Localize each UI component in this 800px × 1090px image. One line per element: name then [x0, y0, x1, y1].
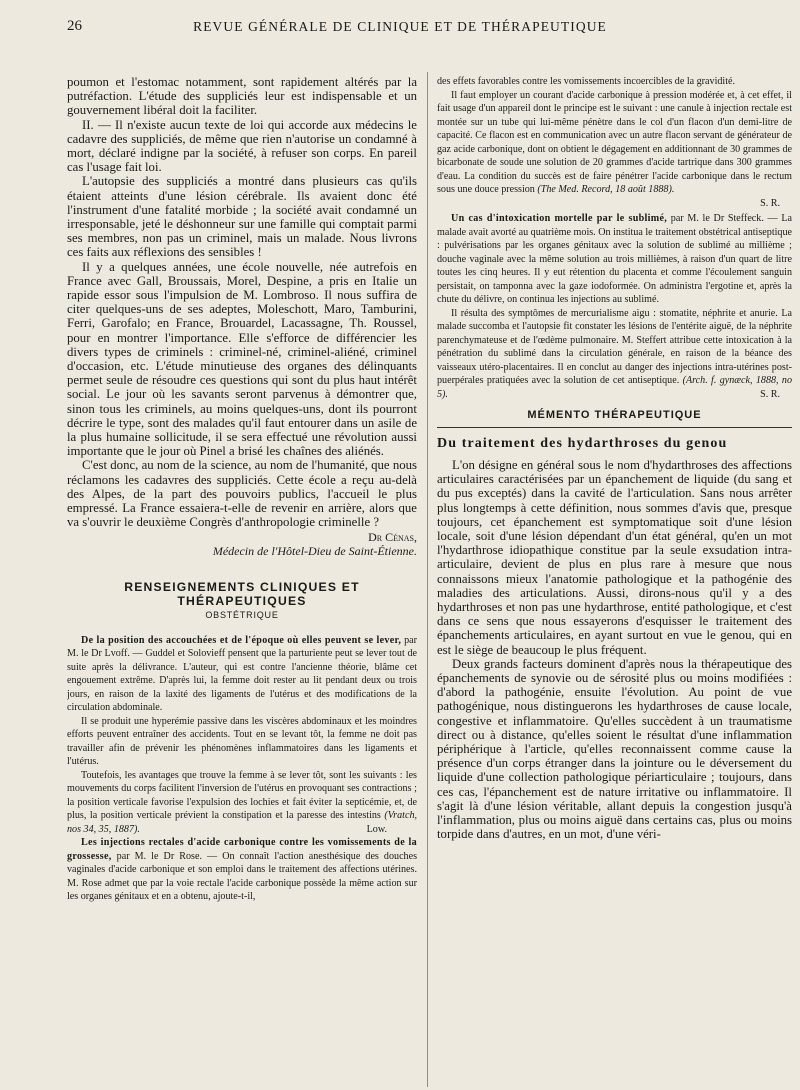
article-text: On connaît l'action anesthésique des douches vaginales d'acide carbonique et son emploi dans le traitement des affections utérines. M. Rose admet que par la voie rectale l'acide carbonique possède la même action sur les organes génitaux et en a obtenu, ajoute-t-il, [67, 850, 417, 902]
cenas-article [67, 75, 417, 558]
author-affiliation: Médecin de l'Hôtel-Dieu de Saint-Étienne. [212, 543, 417, 558]
article-text: La malade avait avorté au quatrième mois. On institua le traitement obstétrical antiseptique : pulvérisations par les organes génitaux avec la solution de sublimé au millième ; douche vaginale avec la même solution au trois millièmes, à raison d'un quart de litre toutes les cinq heures. Il y eut rétention du placenta et comme l'écoulement sanguin persistait, on tamponna avec la gaze iodoformée. On administra l'ergotine et, après la chute du délivre, on continua les injections au sublimé. [437, 213, 792, 305]
memento-heading: MÉMENTO THÉRAPEUTIQUE [527, 409, 702, 421]
reference: (Vratch, nos 34, 35, 1887). [67, 810, 417, 835]
reference: (The Med. Record, 18 août 1888). [537, 184, 675, 195]
position-article [67, 634, 417, 904]
article-intro [437, 212, 792, 307]
running-header [0, 18, 800, 40]
paragraph [437, 89, 792, 197]
paragraph: Deux grands facteurs dominent d'après nous la thérapeutique des épanchements de synovie ou de sérosité plus ou moins modifiées : d'abord la pathogénie, ensuite l'évolution. Au point de vue pathogénique, nous distinguerons les hydarthroses de cause locale, congestive et inflammatoire. Qu'elles succèdent à un traumatisme direct ou à distance, qu'elles soient le résultat d'une inflammation périphérique à l'article, qu'elles reconnaissent comme cause la présence d'un corps étranger dans la jointure ou le déversement du liquide d'une collection pathologique périarticulaire ; toujours, dans ces cas, l'épanchement est de nature irritative ou inflammatoire. Il s'agit là d'une lésion véritable, allant depuis la congestion jusqu'à l'inflammation, plus ou moins aiguë dans certains cas, plus ou moins torpide dans d'autres, en un mot, d'une véri- [437, 656, 792, 842]
article-title: De la position des accouchées et de l'époque où elles peuvent se lever, [81, 634, 402, 646]
right-column [437, 75, 792, 1085]
article-byline: par M. le Dr Steffeck. — [667, 213, 782, 224]
section-subtitle: OBSTÉTRIQUE [205, 609, 279, 620]
rose-article-continued [437, 75, 792, 401]
article-text: Il faut employer un courant d'acide carbonique à pression modérée et, à cet effet, il fait usage d'un appareil dont le principe est le suivant : une canule à injection rectale est montée sur un tube qui lui-même pénètre dans le col d'un flacon d'un demi-litre de capacité. Ce flacon est en communication avec un autre flacon servant de générateur de gaz acide carbonique, dont on obtient le dégagement en additionnant de 30 grammes de bicarbonate de soude une solution de 20 grammes d'acide tartrique dans 300 grammes d'eau. La condition du succès est de faire pénétrer l'acide carbonique dans le rectum sous une douce pression [437, 89, 792, 195]
column-divider [427, 72, 428, 1087]
paragraph: II. — Il n'existe aucun texte de loi qui accorde aux médecins le cadavre des suppliciés, de même que rien n'autorise un condamné à mort, déclaré indigne par la société, à refuser son corps. En pareil cas l'usage fait loi. [67, 117, 417, 175]
running-title: REVUE GÉNÉRALE DE CLINIQUE ET DE THÉRAPEUTIQUE [193, 19, 607, 34]
paragraph: C'est donc, au nom de la science, au nom de l'humanité, que nous réclamons les cadavres des suppliciés. Cette école a reçu au-delà des Alpes, de la part des pouvoirs publics, l'accueil le plus empressé. La France essaiera-t-elle de revenir en arrière, alors que va s'ouvrir le deuxième Congrès d'anthropologie criminelle ? [67, 458, 417, 530]
paragraph: Il se produit une hyperémie passive dans les viscères abdominaux et les moindres efforts peuvent entraîner des accidents. Tout en se levant tôt, la femme ne doit pas travailler afin de prévenir les phénomènes inflammatoires dans les ligaments et l'utérus. [67, 715, 417, 767]
author-initials: Low. [366, 823, 387, 835]
article-byline: par M. le Dr Lvoff. — [67, 634, 417, 659]
reference: (Arch. f. gynæck, 1888, no 5). [437, 375, 792, 400]
article-title: Un cas d'intoxication mortelle par le sublimé, [451, 213, 668, 224]
author-signature [67, 530, 417, 544]
page-number: 26 [67, 18, 82, 34]
paragraph [437, 307, 792, 402]
article-byline: par M. le Dr Rose. — [111, 850, 223, 862]
paragraph: des effets favorables contre les vomissements incoercibles de la gravidité. [437, 76, 736, 87]
paragraph: L'autopsie des suppliciés a montré dans plusieurs cas qu'ils étaient atteints d'une lésion cérébrale. Ils avaient donc été l'instrument d'une fatalité morbide ; la société avait condamné un irresponsable, jeté le déshonneur sur une famille qui comptait parmi ses membres, non pas un criminel, mais un malade. Nous livrons ces faits aux réflexions des sensibles ! [67, 174, 417, 260]
paragraph: L'on désigne en général sous le nom d'hydarthroses des affections articulaires caractérisées par un épanchement de liquide (du sang et du pus exceptés) dans la cavité de l'articulation. Sans nous arrêter plus longtemps à cette définition, nous sommes d'avis que, presque toujours, cet épanchement est symptomatique soit d'une lésion locale, soit d'une lésion dépendant d'un état général, qu'en un mot l'hydarthrose idiopathique constitue par la seule exsudation intra-articulaire, devient de plus en plus rare à mesure que nous connaissons mieux l'anatomie pathologique et la pathogénie des maladies des articulations. Aussi, dirons-nous qu'il y a des hydarthroses et non pas une hydarthrose, entité pathologique, et c'est dans ce sens que nous essayerons d'esquisser le traitement des épanchements articulaires, en ayant surtout en vue le genou, qui en est le siège de beaucoup le plus fréquent. [437, 458, 792, 657]
paragraph [67, 769, 417, 837]
author-initials: S. R. [760, 388, 780, 400]
left-column [67, 75, 417, 1085]
hydarthroses-article [437, 458, 792, 841]
paragraph: poumon et l'estomac notamment, sont rapidement altérés par la putréfaction. L'étude des suppliciés leur est indispensable et un gouvernement libéral doit la faciliter. [67, 75, 417, 118]
author-initials: S. R. [760, 197, 780, 209]
memento-rule [437, 427, 792, 428]
paragraph: Il y a quelques années, une école nouvelle, née autrefois en France avec Gall, Broussais, Morel, Despine, a pris en Italie un rapide essor sous l'impulsion de M. Lombroso. Il nous suffira de citer quelques-uns de ses adeptes, Moleschott, Maro, Tamburini, Ferri, Garofalo; en France, Brouardel, Lacassagne, Th. Roussel, pour en montrer l'importance. Elle s'efforce de différencier les divers types de criminels : criminel-né, criminel-aliéné, criminel d'occasion, etc. L'étude minutieuse des organes des délinquants permet seule de résoudre ces questions qui sont du plus haut intérêt social. Le jour où les savants seront parvenus à démontrer que, sinon tous les criminels, au moins quelques-uns, dont ils pourront décrire le type, sont des malades qu'il faut entourer dans un asile de la plus humaine sollicitude, il se sera effectué une révolution aussi importante que le jour où Pinel a brisé les chaînes des aliénés. [67, 259, 417, 459]
article-text: Toutefois, les avantages que trouve la femme à se lever tôt, sont les suivants : les mouvements du corps facilitent l'inversion de l'utérus en provoquant ses contractions ; la position verticale favorise l'expulsion des lochies et fait éviter la septicémie, et, de plus, la position verticale prévient la constipation et la paresse des intestins [67, 769, 417, 821]
article-text: Guddel et Solovieff pensent que la parturiente peut se lever tout de suite après la délivrance. L'auteur, qui est contre l'ancienne théorie, blâme cet engouement extrême. D'après lui, la femme doit rester au lit pendant deux ou trois jours, en raison de la laxité des ligaments de l'utérus et des modifications de la circulation abdominale. [67, 648, 417, 713]
article-title: Du traitement des hydarthroses du genou [437, 436, 728, 451]
section-title: RENSEIGNEMENTS CLINIQUES ET THÉRAPEUTIQUES [124, 579, 360, 608]
author-name: Dr Cénas, [368, 529, 417, 544]
article-intro [67, 634, 417, 715]
article-intro [67, 836, 417, 904]
article-text: Il résulta des symptômes de mercurialisme aigu : stomatite, néphrite et anurie. La malade succomba et l'autopsie fit constater les lésions de l'entérite aiguë, de la néphrite parenchymateuse et de l'œdème pulmonaire. M. Steffert attribue cette intoxication à la pénétration du sublimé dans la circulation générale, en raison de la béance des vaisseaux utéro-placentaires. Il en conclut au danger des injections intra-utérines post-puerpérales pratiquées avec la solution de cet antiseptique. [437, 307, 792, 386]
article-title: Les injections rectales d'acide carbonique contre les vomissements de la grossesse, [67, 837, 417, 862]
